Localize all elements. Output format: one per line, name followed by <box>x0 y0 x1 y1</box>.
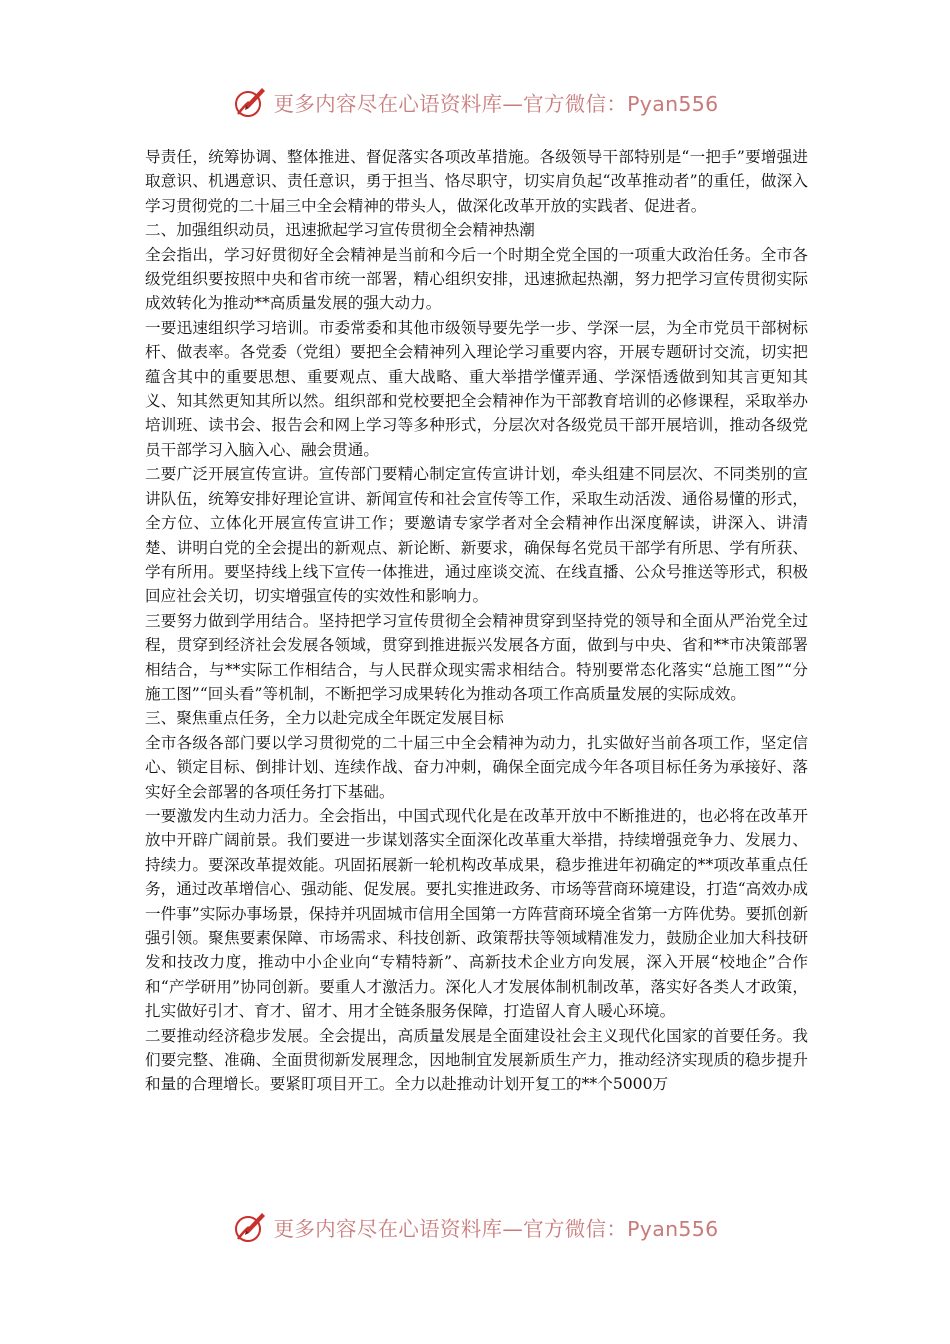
paragraph: 二要广泛开展宣传宣讲。宣传部门要精心制定宣传宣讲计划，牵头组建不同层次、不同类别的宣讲队伍，统筹安排好理论宣讲、新闻宣传和社会宣传等工作，采取生动活泼、通俗易懂的形式，全方位、立体化开展宣传宣讲工作；要邀请专家学者对全会精神作出深度解读，讲深入、讲清楚、讲明白党的全会提出的新观点、新论断、新要求，确保每名党员干部学有所思、学有所获、学有所用。要坚持线上线下宣传一体推进，通过座谈交流、在线直播、公众号推送等形式，积极回应社会关切，切实增强宣传的实效性和影响力。 <box>145 465 808 606</box>
document-body <box>145 145 808 1097</box>
paragraph: 一要迅速组织学习培训。市委常委和其他市级领导要先学一步、学深一层，为全市党员干部树标杆、做表率。各党委（党组）要把全会精神列入理论学习重要内容，开展专题研讨交流，切实把蕴含其中的重要思想、重要观点、重大战略、重大举措学懂弄通、学深悟透做到知其言更知其义、知其然更知其所以然。组织部和党校要把全会精神作为干部教育培训的必修课程，采取举办培训班、读书会、报告会和网上学习等多种形式，分层次对各级党员干部开展培训，推动各级党员干部学习入脑入心、融会贯通。 <box>145 318 808 459</box>
section-heading: 二、加强组织动员，迅速掀起学习宣传贯彻全会精神热潮 <box>145 221 535 240</box>
pen-on-circle-logo-icon <box>232 84 268 120</box>
paragraph: 全会指出，学习好贯彻好全会精神是当前和今后一个时期全党全国的一项重大政治任务。全市各级党组织要按照中央和省市统一部署，精心组织安排，迅速掀起热潮，努力把学习宣传贯彻实际成效转化为推动**高质量发展的强大动力。 <box>145 245 808 313</box>
paragraph: 三要努力做到学用结合。坚持把学习宣传贯彻全会精神贯穿到坚持党的领导和全面从严治党全过程，贯穿到经济社会发展各领域，贯穿到推进振兴发展各方面，做到与中央、省和**市决策部署相结合，与**实际工作相结合，与人民群众现实需求相结合。特别要常态化落实“总施工图”“分施工图”“回头看”等机制，不断把学习成果转化为推动各项工作高质量发展的实际成效。 <box>145 611 808 703</box>
watermark-text: 更多内容尽在心语资料库—官方微信：Pyan556 <box>273 92 719 116</box>
paragraph: 导责任，统筹协调、整体推进、督促落实各项改革措施。各级领导干部特别是“一把手”要增强进取意识、机遇意识、责任意识，勇于担当、恪尽职守，切实肩负起“改革推动者”的重任，做深入学习贯彻党的二十届三中全会精神的带头人，做深化改革开放的实践者、促进者。 <box>145 148 808 215</box>
section-heading: 三、聚焦重点任务，全力以赴完成全年既定发展目标 <box>145 709 504 728</box>
paragraph: 全市各级各部门要以学习贯彻党的二十届三中全会精神为动力，扎实做好当前各项工作，坚定信心、锁定目标、倒排计划、连续作战、奋力冲刺，确保全面完成今年各项目标任务为承接好、落实好全会部署的各项任务打下基础。 <box>145 733 808 801</box>
watermark-banner-top <box>0 82 950 122</box>
paragraph: 二要推动经济稳步发展。全会提出，高质量发展是全面建设社会主义现代化国家的首要任务。我们要完整、准确、全面贯彻新发展理念，因地制宜发展新质生产力，推动经济实现质的稳步提升和量的合理增长。要紧盯项目开工。全力以赴推动计划开复工的**个5000万 <box>145 1026 808 1094</box>
pen-on-circle-logo-icon <box>232 1209 268 1245</box>
paragraph: 一要激发内生动力活力。全会指出，中国式现代化是在改革开放中不断推进的，也必将在改革开放中开辟广阔前景。我们要进一步谋划落实全面深化改革重大举措，持续增强竞争力、发展力、持续力。要深改革提效能。巩固拓展新一轮机构改革成果，稳步推进年初确定的**项改革重点任务，通过改革增信心、强动能、促发展。要扎实推进政务、市场等营商环境建设，打造“高效办成一件事”实际办事场景，保持并巩固城市信用全国第一方阵营商环境全省第一方阵优势。要抓创新强引领。聚焦要素保障、市场需求、科技创新、政策帮扶等领域精准发力，鼓励企业加大科技研发和技改力度，推动中小企业向“专精特新”、高新技术企业方向发展，深入开展“校地企”合作和“产学研用”协同创新。要重人才激活力。深化人才发展体制机制改革，落实好各类人才政策，扎实做好引才、育才、留才、用才全链条服务保障，打造留人育人暖心环境。 <box>145 806 808 1021</box>
watermark-banner-bottom <box>0 1207 950 1247</box>
watermark-text: 更多内容尽在心语资料库—官方微信：Pyan556 <box>273 1217 719 1241</box>
